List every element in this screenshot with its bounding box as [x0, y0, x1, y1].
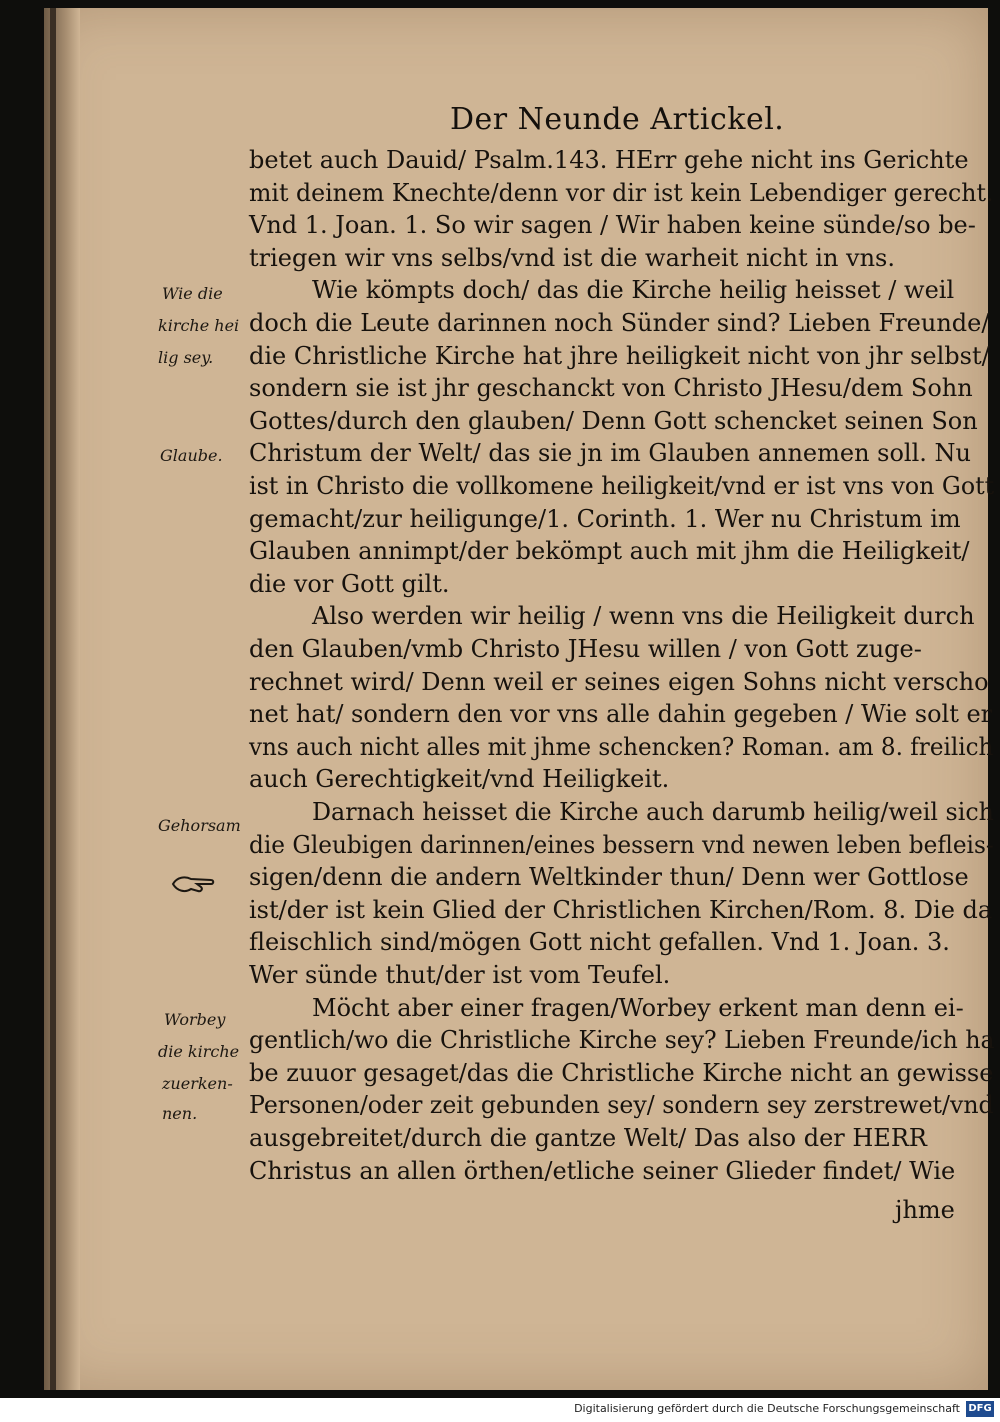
text-line: ist in Christo die vollkomene heiligkeit/vnd er ist vns von Gott: [249, 472, 995, 500]
dfg-logo: DFG: [966, 1401, 994, 1417]
text-line: doch die Leute darinnen noch Sünder sind? Lieben Freunde/: [249, 309, 990, 337]
text-line: gentlich/wo die Christliche Kirche sey? Lieben Freunde/ich ha: [249, 1026, 995, 1055]
text-line: die Christliche Kirche hat jhre heiligkeit nicht von jhr selbst/: [249, 341, 990, 370]
text-line: betet auch Dauid/ Psalm.143. HErr gehe nicht ins Gerichte: [249, 146, 969, 174]
text-line: sigen/denn die andern Weltkinder thun/ Denn wer Gottlose: [249, 863, 969, 892]
text-line: Personen/oder zeit gebunden sey/ sondern sey zerstrewet/vnd: [249, 1091, 994, 1120]
text-line: fleischlich sind/mögen Gott nicht gefallen. Vnd 1. Joan. 3.: [249, 928, 950, 957]
marginal-note: nen.: [162, 1104, 198, 1123]
marginal-note: Glaube.: [160, 446, 223, 465]
text-line: Christum der Welt/ das sie jn im Glauben annemen soll. Nu: [249, 439, 971, 468]
text-line: den Glauben/vmb Christo JHesu willen / von Gott zuge-: [249, 635, 922, 663]
text-line: sondern sie ist jhr geschanckt von Christo JHesu/dem Sohn: [249, 374, 973, 403]
text-line: ausgebreitet/durch die gantze Welt/ Das also der HERR: [249, 1124, 927, 1152]
funding-credit: Digitalisierung gefördert durch die Deutsche Forschungsgemeinschaft: [574, 1402, 960, 1415]
text-line: Darnach heisset die Kirche auch darumb heilig/weil sich: [312, 798, 994, 826]
text-line: rechnet wird/ Denn weil er seines eigen Sohns nicht verscho: [249, 667, 989, 696]
text-line: die vor Gott gilt.: [249, 569, 450, 598]
running-title: Der Neunde Artickel.: [450, 102, 785, 137]
text-line: ist/der ist kein Glied der Christlichen Kirchen/Rom. 8. Die da: [249, 895, 993, 924]
text-line: Vnd 1. Joan. 1. So wir sagen / Wir haben keine sünde/so be-: [249, 211, 976, 240]
marginal-note: zuerken-: [162, 1074, 233, 1093]
text-line: mit deinem Knechte/denn vor dir ist kein Lebendiger gerecht.: [249, 178, 994, 207]
text-line: Wer sünde thut/der ist vom Teufel.: [249, 961, 671, 989]
pointing-hand-icon: [171, 871, 215, 897]
marginal-note: lig sey.: [158, 348, 214, 367]
text-line: Wie kömpts doch/ das die Kirche heilig heisset / weil: [312, 276, 955, 305]
marginal-note: die kirche: [158, 1042, 240, 1061]
footer-bar: [0, 1398, 1000, 1422]
marginal-note: Wie die: [162, 284, 223, 303]
text-line: gemacht/zur heiligunge/1. Corinth. 1. Wer nu Christum im: [249, 504, 961, 533]
catchword: jhme: [895, 1196, 955, 1224]
text-line: Also werden wir heilig / wenn vns die Heiligkeit durch: [312, 602, 975, 631]
text-line: be zuuor gesaget/das die Christliche Kirche nicht an gewisse: [249, 1058, 994, 1087]
marginal-note: kirche hei: [158, 316, 240, 335]
marginal-note: Gehorsam: [158, 816, 241, 835]
text-line: net hat/ sondern den vor vns alle dahin gegeben / Wie solt er: [249, 700, 993, 729]
text-line: Glauben annimpt/der bekömpt auch mit jhm die Heiligkeit/: [249, 537, 970, 566]
marginal-note: Worbey: [164, 1010, 226, 1029]
text-line: auch Gerechtigkeit/vnd Heiligkeit.: [249, 765, 670, 794]
text-line: Gottes/durch den glauben/ Denn Gott schencket seinen Son: [249, 406, 978, 435]
text-line: triegen wir vns selbs/vnd ist die warheit nicht in vns.: [249, 243, 895, 272]
book-edge: [50, 8, 56, 1390]
text-line: Christus an allen örthen/etliche seiner Glieder findet/ Wie: [249, 1156, 956, 1185]
book-page: [44, 8, 995, 1390]
text-line: Möcht aber einer fragen/Worbey erkent man denn ei-: [312, 993, 964, 1022]
text-line: vns auch nicht alles mit jhme schencken? Roman. am 8. freilich: [249, 732, 994, 761]
text-line: die Gleubigen darinnen/eines bessern vnd newen leben befleis-: [249, 830, 994, 859]
